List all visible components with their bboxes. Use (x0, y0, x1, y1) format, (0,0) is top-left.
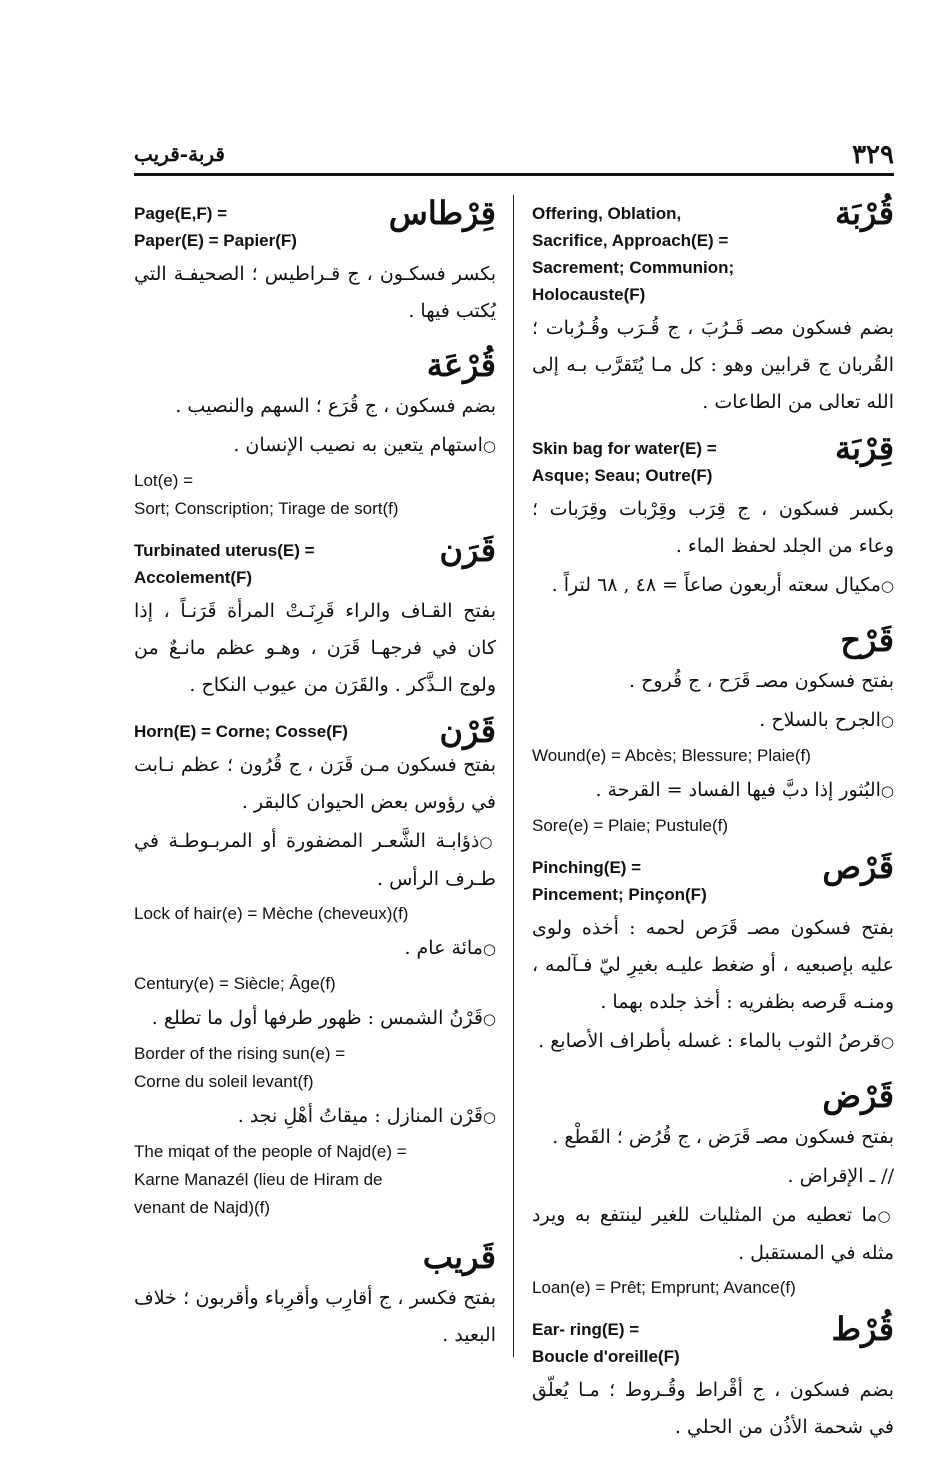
definition: بفتح فكسر ، ج أقارِب وأقرِباء وأقربون ؛ خلاف البعيد . (134, 1287, 496, 1346)
entry-headword: قَرْص (822, 848, 894, 886)
entry-gloss: Turbinated uterus(E) = (134, 541, 315, 560)
definition: بضم فسكون ، ج أقْراط وقُـروط ؛ مـا يُعلّق في شحمة الأذُن من الحلي . (532, 1379, 894, 1438)
definition: بكسر فسكون ، ج قِرَب وقِرْبات وقِرَبات ؛ وعاء من الجلد لحفظ الماء . (532, 498, 894, 557)
translation-line: Sore(e) = Plaie; Pustule(f) (532, 816, 729, 835)
entry-headword: قُرْعَة (426, 346, 496, 384)
definition: بفتح فسكون مصـ قَرَض ، ج قُرُض ؛ القَطْع . (552, 1126, 894, 1148)
sub-sense: ○ قَرْنُ الشمس : ظهور طرفها أول ما تطلع . (134, 1000, 496, 1038)
entry-head (134, 712, 496, 750)
dictionary-entry (532, 429, 894, 605)
sub-sense: ○ قرصُ الثوب بالماء : غسله بأطراف الأصابع . (532, 1023, 894, 1061)
entry-gloss: Sacrifice, Approach(E) = (532, 231, 729, 250)
running-title: قربة-قريب (134, 142, 225, 166)
definition: بضم فسكون ، ج قُرَع ؛ السهم والنصيب . (175, 395, 496, 417)
translation-line: Border of the rising sun(e) = (134, 1044, 346, 1063)
definition: بفتح فسكون مصـ قَرَح ، ج قُروح . (629, 670, 894, 692)
dictionary-entry (134, 712, 496, 1222)
translation-line: Karne Manazél (lieu de Hiram de (134, 1170, 383, 1189)
entry-gloss: Asque; Seau; Outre(F) (532, 466, 713, 485)
entry-head (134, 531, 496, 591)
entry-gloss: Horn(E) = Corne; Cosse(F) (134, 722, 348, 741)
sub-sense: ○ مائة عام . (134, 930, 496, 968)
entry-headword: قُرْبَة (834, 194, 894, 232)
entry-gloss: Ear- ring(E) = (532, 1320, 640, 1339)
entry-head (134, 194, 496, 254)
dictionary-entry (532, 1075, 894, 1302)
definition: // ـ الإقراض . (787, 1165, 894, 1187)
entry-gloss: Accolement(F) (134, 568, 253, 587)
column-divider (513, 195, 514, 1357)
definition: بكسر فسكـون ، ج قـراطيس ؛ الصحيفـة التي يُكتب فيها . (134, 263, 496, 322)
entry-gloss: Page(E,F) = (134, 204, 228, 223)
entry-gloss: Pinching(E) = (532, 858, 642, 877)
dictionary-entry (532, 619, 894, 840)
entry-headword: قَرَن (439, 531, 496, 569)
entry-head (532, 848, 894, 908)
entry-headword: قَرْن (439, 712, 496, 750)
sub-sense: ○ البُثور إذا دبَّ فيها الفساد = القرحة . (532, 772, 894, 810)
entry-headword: قِرْبَة (834, 429, 894, 467)
entry-head (532, 429, 894, 489)
translation-line: Corne du soleil levant(f) (134, 1072, 314, 1091)
dictionary-entry (532, 848, 894, 1061)
sub-sense: ○ ذؤابـة الشَّعـر المضفورة أو المربـوطـة في طـرف الرأس . (134, 823, 496, 898)
translation-line: Sort; Conscription; Tirage de sort(f) (134, 499, 399, 518)
page-header (134, 140, 894, 174)
entry-headword: قِرْطاس (388, 194, 496, 232)
entry-gloss: Skin bag for water(E) = (532, 439, 717, 458)
sub-sense: ○ ما تعطيه من المثليات للغير لينتفع به ويرد مثله في المستقبل . (532, 1197, 894, 1272)
translation-line: The miqat of the people of Najd(e) = (134, 1142, 407, 1161)
right-column (532, 194, 894, 1460)
dictionary-entry (134, 194, 496, 330)
entry-gloss: Sacrement; Communion; Holocauste(F) (532, 258, 735, 304)
page-number: ٣٢٩ (852, 140, 894, 170)
sub-sense: ○ مكيال سعته أربعون صاعاً = ٤٨ , ٦٨ لتراً . (532, 567, 894, 605)
sub-sense: ○ قَرْن المنازل : ميقاتُ أهْلِ نجد . (134, 1098, 496, 1136)
entry-head (532, 194, 894, 308)
sub-sense: ○ الجرح بالسلاح . (532, 702, 894, 740)
entry-gloss: Offering, Oblation, (532, 204, 682, 223)
definition: بضم فسكون مصـ قَـرُبَ ، ج قُـرَب وقُـرُبات ؛ القُربان ج قرابين وهو : كل مـا يُتَقرَّب بـه إلى الله تعالى من الطاعات . (532, 317, 894, 413)
definition: بفتح القـاف والراء قَرِنَـتْ المرأة قَرَنـاً ، إذا كان في فرجهـا قَرَن ، وهـو عظم مانـعٌ من ولوج الـذَّكر . والقَرَن من عيوب النكاح . (134, 600, 496, 696)
sub-sense: ○ استهام يتعين به نصيب الإنسان . (134, 427, 496, 465)
definition: بفتح فسكون مـن قَرَن ، ج قُرُون ؛ عظم نـابت في رؤوس بعض الحيوان كالبقر . (134, 754, 496, 813)
dictionary-entry (134, 1236, 496, 1354)
entry-headword: قَرْض (822, 1077, 894, 1115)
translation-line: Century(e) = Siècle; Âge(f) (134, 974, 336, 993)
translation-line: Wound(e) = Abcès; Blessure; Plaie(f) (532, 746, 811, 765)
entry-gloss: Pincement; Pinçon(F) (532, 885, 707, 904)
entry-gloss: Boucle d'oreille(F) (532, 1347, 680, 1366)
dictionary-entry (532, 1310, 894, 1446)
entry-headword: قُرْط (831, 1310, 894, 1348)
translation-line: Loan(e) = Prêt; Emprunt; Avance(f) (532, 1278, 796, 1297)
dictionary-entry (532, 194, 894, 421)
definition: بفتح فسكون مصـ قَرَص لحمه : أخذه ولوى عليه بإصبعيه ، أو ضغط عليـه بغيرِ ليّ فـآلمه ، ومنـه قَرصه بظفريه : أخذ جلده بهما . (532, 917, 894, 1013)
entry-headword: قَريب (422, 1238, 496, 1276)
entry-gloss: Paper(E) = Papier(F) (134, 231, 297, 250)
dictionary-entry (134, 531, 496, 704)
left-column (134, 194, 496, 1368)
translation-line: venant de Najd)(f) (134, 1198, 271, 1217)
entry-head (532, 1310, 894, 1370)
dictionary-entry (134, 344, 496, 523)
header-rule (134, 173, 894, 176)
translation-line: Lot(e) = (134, 471, 194, 490)
translation-line: Lock of hair(e) = Mèche (cheveux)(f) (134, 904, 409, 923)
entry-headword: قَرْح (840, 621, 894, 659)
